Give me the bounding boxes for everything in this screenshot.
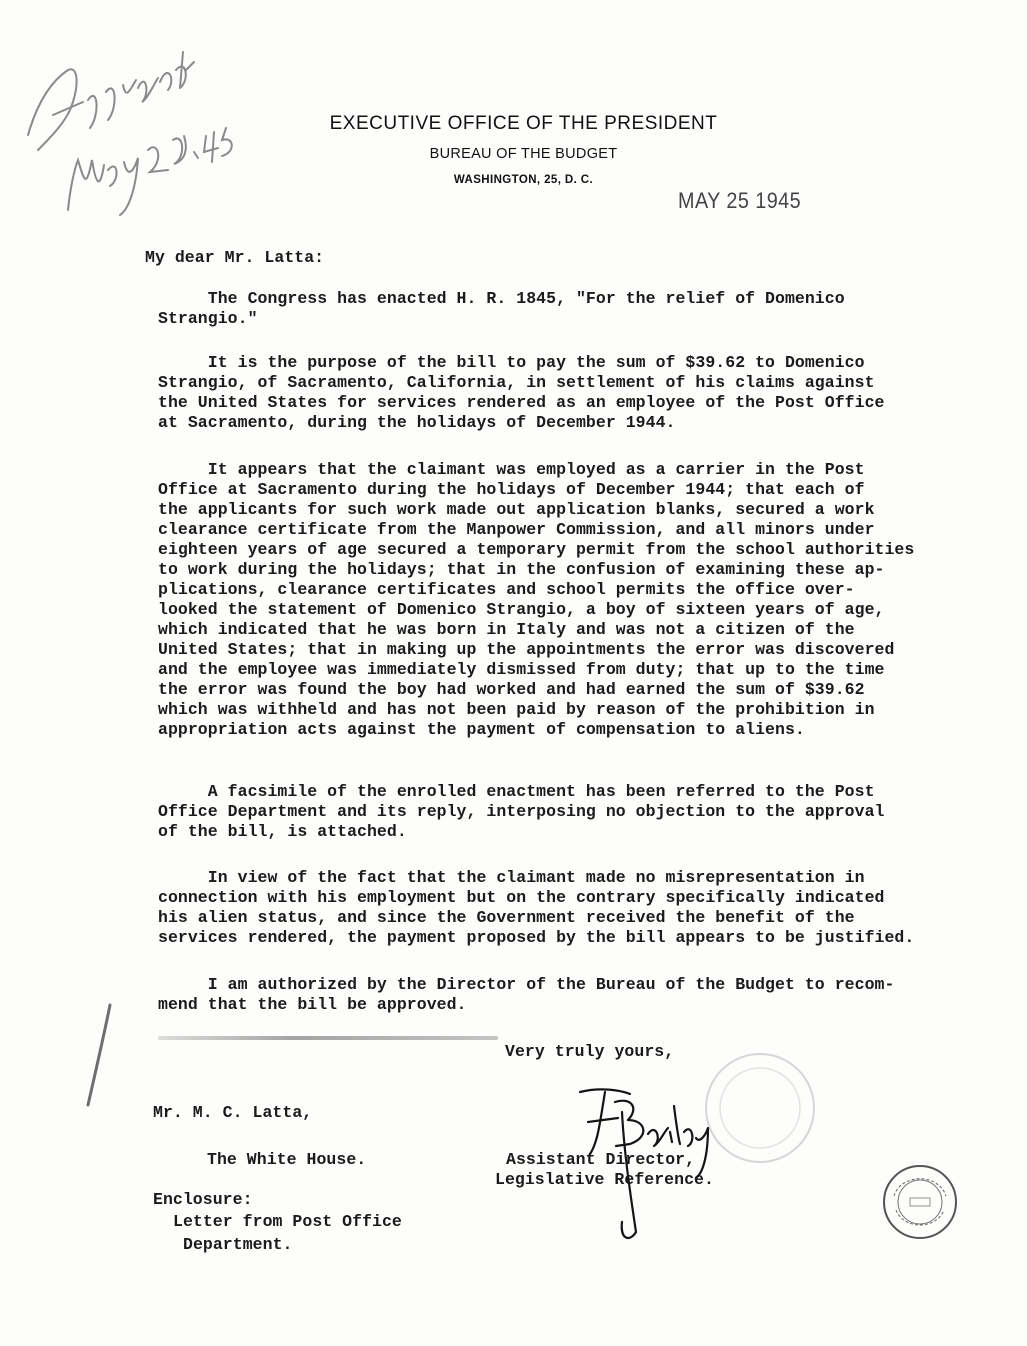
paragraph-line: plications, clearance certificates and school permits the office over- (158, 580, 855, 599)
paragraph-line: United States; that in making up the appointments the error was discovered (158, 640, 895, 659)
paragraph-line: clearance certificate from the Manpower Commission, and all minors under (158, 520, 875, 539)
paragraph-line: appropriation acts against the payment of compensation to aliens. (158, 720, 805, 739)
enclosure-line-1: Letter from Post Office (173, 1212, 402, 1231)
enclosure-label: Enclosure: (153, 1190, 253, 1209)
paragraph-line: which indicated that he was born in Italy and was not a citizen of the (158, 620, 855, 639)
paragraph-4 (158, 782, 968, 842)
paragraph-line: The Congress has enacted H. R. 1845, "For the relief of Domenico (158, 289, 845, 308)
paragraph-line: his alien status, and since the Government received the benefit of the (158, 908, 855, 927)
signer-title-1: Assistant Director, (506, 1150, 696, 1169)
paragraph-line: of the bill, is attached. (158, 822, 407, 841)
addressee-place: The White House. (207, 1150, 367, 1169)
paragraph-line: services rendered, the payment proposed by the bill appears to be justified. (158, 928, 915, 947)
paragraph-line: In view of the fact that the claimant made no misrepresentation in (158, 868, 865, 887)
paragraph-line: the United States for services rendered as an employee of the Post Office (158, 393, 885, 412)
enclosure-line-2: Department. (183, 1235, 293, 1254)
date-stamp: MAY 25 1945 (678, 188, 802, 213)
paragraph-line: Strangio, of Sacramento, California, in settlement of his claims against (158, 373, 875, 392)
paragraph-5 (158, 868, 968, 948)
salutation: My dear Mr. Latta: (145, 248, 325, 267)
paragraph-line: Strangio." (158, 309, 258, 328)
paragraph-line: looked the statement of Domenico Strangio, a boy of sixteen years of age, (158, 600, 885, 619)
pencil-rule-mark (158, 1036, 498, 1040)
paragraph-line: which was withheld and has not been paid by reason of the prohibition in (158, 700, 875, 719)
paragraph-line: connection with his employment but on the contrary specifically indicated (158, 888, 885, 907)
paragraph-line: Office Department and its reply, interposing no objection to the approval (158, 802, 885, 821)
margin-pencil-stroke (80, 1000, 120, 1110)
paragraph-line: It appears that the claimant was employed as a carrier in the Post (158, 460, 865, 479)
paragraph-line: eighteen years of age secured a temporary permit from the school authorities (158, 540, 915, 559)
addressee-name: Mr. M. C. Latta, (153, 1103, 313, 1122)
paragraph-line: mend that the bill be approved. (158, 995, 467, 1014)
letterhead-office: EXECUTIVE OFFICE OF THE PRESIDENT (329, 113, 718, 134)
handwritten-approval-note (8, 40, 258, 230)
library-seal (880, 1162, 960, 1242)
paragraph-1 (158, 289, 968, 329)
handwritten-signature (560, 1082, 740, 1252)
paragraph-line: the error was found the boy had worked and had earned the sum of $39.62 (158, 680, 865, 699)
paragraph-line: to work during the holidays; that in the confusion of examining these ap- (158, 560, 885, 579)
paragraph-6 (158, 975, 968, 1015)
signer-title-2: Legislative Reference. (495, 1170, 714, 1189)
closing: Very truly yours, (505, 1042, 675, 1061)
letterhead-address: WASHINGTON, 25, D. C. (453, 174, 594, 186)
paragraph-line: It is the purpose of the bill to pay the sum of $39.62 to Domenico (158, 353, 865, 372)
paragraph-3 (158, 460, 968, 740)
paragraph-line: the applicants for such work made out application blanks, secured a work (158, 500, 875, 519)
paragraph-line: at Sacramento, during the holidays of December 1944. (158, 413, 676, 432)
letterhead-bureau: BUREAU OF THE BUDGET (429, 146, 618, 162)
paragraph-line: and the employee was immediately dismissed from duty; that up to the time (158, 660, 885, 679)
paragraph-line: Office at Sacramento during the holidays of December 1944; that each of (158, 480, 865, 499)
paragraph-line: A facsimile of the enrolled enactment has been referred to the Post (158, 782, 875, 801)
paragraph-line: I am authorized by the Director of the Bureau of the Budget to recom- (158, 975, 895, 994)
paragraph-2 (158, 353, 968, 433)
